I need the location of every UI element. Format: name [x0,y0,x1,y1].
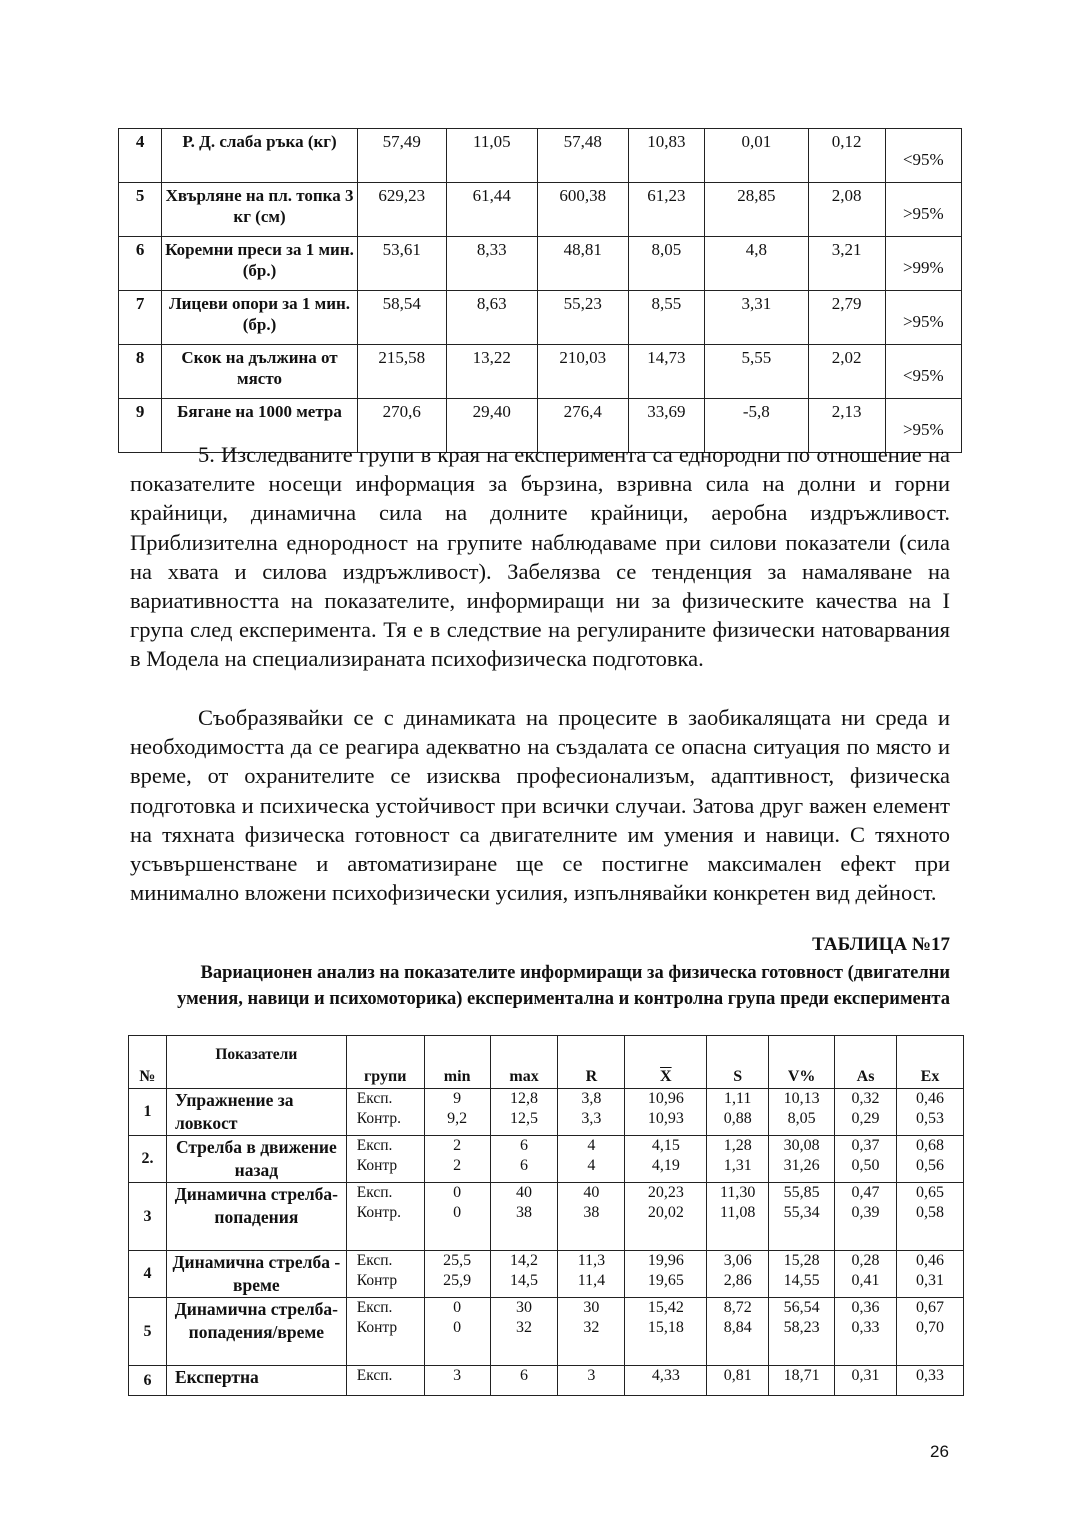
v-cell [769,1298,835,1366]
g-cell [346,1183,424,1251]
max-cell [490,1251,558,1298]
s-cell [707,1298,769,1366]
min-cell [424,1298,490,1366]
value-cell: 5,55 [705,345,809,399]
x-value: 19,65 [647,1272,684,1289]
min-value: 0 [453,1204,462,1221]
value-cell: 3,21 [808,237,885,291]
significance-cell: <95% [885,129,961,183]
value-cell: 14,73 [628,345,704,399]
v-value: 15,28 [783,1252,820,1269]
header-s: S [707,1036,769,1089]
header-ex: Ex [897,1036,964,1089]
r-value: 3 [587,1367,596,1384]
indicator-name: Хвърляне на пл. топка 3 кг (см) [162,183,357,237]
max-cell [490,1183,558,1251]
row-number: 5 [129,1298,167,1366]
value-cell: 57,49 [357,129,446,183]
r-cell [558,1251,625,1298]
r-value: 11,3 [577,1252,606,1269]
header-groups: групи [346,1036,424,1089]
table-row [129,1136,964,1183]
as-value: 0,47 [851,1184,880,1201]
v-value: 14,55 [783,1272,820,1289]
header-num: № [129,1036,167,1089]
indicator-name: Коремни преси за 1 мин. (бр.) [162,237,357,291]
s-value: 11,30 [720,1184,756,1201]
g-cell [346,1298,424,1366]
header-min: min [424,1036,490,1089]
x-cell [625,1298,707,1366]
g-value: Контр [356,1157,398,1174]
paragraph-conclusion-5: 5. Изследваните групи в края на експеримента са еднородни по отношение на показателите носещи информация за бързина, взривна сила на долни и горни крайници, динамична сила на долните крайници, аеробна издръжливост. Приблизителна еднородност на групите наблюдаваме при силови показатели (сила на хвата и силова издръжливост). Забелязва се тенденция за намаляване на вариативността на показателите, информиращи ни за физическите качества на I група след експеримента. Тя е в следствие на регулираните физически натоварвания в Модела на специализираната психофизическа подготовка. [130,442,950,672]
r-value: 4 [587,1157,596,1174]
value-cell: 33,69 [628,399,704,453]
header-mean: $\overline{X}$ [625,1036,707,1089]
value-cell: 57,48 [537,129,628,183]
s-cell [707,1136,769,1183]
r-value: 30 [583,1299,600,1316]
min-value: 2 [453,1137,462,1154]
x-cell [625,1366,707,1396]
v-value: 30,08 [783,1137,820,1154]
indicator-name: Експертна [166,1366,346,1396]
as-value: 0,28 [851,1252,880,1269]
v-cell [769,1251,835,1298]
r-value: 38 [583,1204,600,1221]
g-value: Експ. [356,1090,393,1107]
as-cell [835,1366,897,1396]
ex-value: 0,58 [916,1204,944,1221]
x-value: 20,23 [647,1184,684,1201]
as-cell [835,1251,897,1298]
min-cell [424,1183,490,1251]
g-value: Контр [356,1319,398,1336]
max-value: 12,8 [510,1090,539,1107]
ex-value: 0,46 [916,1252,944,1269]
value-cell: 270,6 [357,399,446,453]
r-value: 11,4 [577,1272,606,1289]
s-cell [707,1089,769,1136]
value-cell: 0,01 [705,129,809,183]
row-number: 3 [129,1183,167,1251]
min-cell [424,1251,490,1298]
max-value: 14,2 [510,1252,539,1269]
ex-cell [897,1136,964,1183]
table-row [119,345,962,399]
as-value: 0,32 [851,1090,880,1107]
as-value: 0,33 [851,1319,880,1336]
r-cell [558,1298,625,1366]
variation-analysis-table [128,1035,964,1396]
max-value: 30 [516,1299,533,1316]
g-cell [346,1366,424,1396]
paragraph-motor-skills: Съобразявайки се с динамиката на процесите в заобикалящата ни среда и необходимостта да се реагира адекватно на създалата се опасна ситуация по място и време, от охранителите се изисква професионализъм, адаптивност, физическа подготовка и психическа устойчивост при всички случаи. Затова друг важен елемент на тяхната физическа готовност са двигателните им умения и навици. С тяхното усъвършенстване и автоматизиране ще се постигне максимален ефект при минимално вложени психофизически усилия, изпълнявайки конкретен вид дейност. [130,705,950,906]
row-number: 2. [129,1136,167,1183]
significance-cell: >95% [885,183,961,237]
x-value: 4,15 [651,1137,680,1154]
value-cell: 215,58 [357,345,446,399]
ex-value: 0,53 [916,1110,944,1127]
max-cell [490,1366,558,1396]
v-cell [769,1366,835,1396]
g-value: Контр. [356,1204,401,1221]
s-cell [707,1183,769,1251]
x-value: 10,96 [647,1090,684,1107]
ex-value: 0,56 [916,1157,944,1174]
row-number: 6 [119,237,162,291]
value-cell: 2,02 [808,345,885,399]
g-cell [346,1136,424,1183]
g-value: Контр [356,1272,398,1289]
value-cell: 3,31 [705,291,809,345]
value-cell: 53,61 [357,237,446,291]
value-cell: 61,44 [446,183,537,237]
table-row [119,237,962,291]
v-cell [769,1089,835,1136]
v-cell [769,1183,835,1251]
table-row [119,291,962,345]
r-value: 3,3 [581,1110,602,1127]
value-cell: 8,55 [628,291,704,345]
ex-value: 0,33 [916,1367,944,1384]
min-value: 0 [453,1184,462,1201]
table-row [129,1183,964,1251]
table-caption: Вариационен анализ на показателите информиращи за физическа готовност (двигателни умения, навици и психомоторика) експериментална и контролна група преди експеримента [177,963,950,1009]
value-cell: 8,63 [446,291,537,345]
header-r: R [558,1036,625,1089]
value-cell: 13,22 [446,345,537,399]
max-value: 32 [516,1319,533,1336]
v-value: 8,05 [787,1110,816,1127]
row-number: 8 [119,345,162,399]
ex-value: 0,67 [916,1299,944,1316]
results-table-continuation [118,128,962,453]
indicator-name: Стрелба в движение назад [166,1136,346,1183]
v-value: 55,34 [783,1204,820,1221]
v-value: 31,26 [783,1157,820,1174]
s-value: 8,72 [723,1299,752,1316]
table-label: ТАБЛИЦА №17 [812,934,950,955]
max-value: 14,5 [510,1272,539,1289]
min-value: 25,5 [443,1252,472,1269]
value-cell: 10,83 [628,129,704,183]
s-value: 2,86 [723,1272,752,1289]
value-cell: 29,40 [446,399,537,453]
x-value: 20,02 [647,1204,684,1221]
value-cell: 210,03 [537,345,628,399]
value-cell: 48,81 [537,237,628,291]
min-value: 9 [453,1090,462,1107]
value-cell: -5,8 [705,399,809,453]
min-value: 3 [453,1367,462,1384]
r-cell [558,1183,625,1251]
s-value: 11,08 [720,1204,756,1221]
ex-value: 0,31 [916,1272,944,1289]
min-cell [424,1366,490,1396]
v-value: 56,54 [783,1299,820,1316]
r-value: 40 [583,1184,600,1201]
header-indicators: Показатели [166,1036,346,1089]
row-number: 6 [129,1366,167,1396]
page-number: 26 [930,1442,949,1461]
value-cell: 276,4 [537,399,628,453]
max-value: 6 [520,1367,529,1384]
ex-value: 0,46 [916,1090,944,1107]
table-row [119,183,962,237]
variation-table-body [129,1089,964,1396]
g-value: Експ. [356,1184,393,1201]
value-cell: 2,79 [808,291,885,345]
indicator-name: Р. Д. слаба ръка (кг) [162,129,357,183]
header-max: max [490,1036,558,1089]
as-value: 0,41 [851,1272,880,1289]
value-cell: 4,8 [705,237,809,291]
indicator-name: Упражнение за ловкост [166,1089,346,1136]
min-cell [424,1089,490,1136]
g-cell [346,1089,424,1136]
as-cell [835,1089,897,1136]
max-value: 6 [520,1137,529,1154]
v-value: 10,13 [783,1090,820,1107]
row-number: 1 [129,1089,167,1136]
s-value: 0,88 [723,1110,752,1127]
ex-value: 0,70 [916,1319,944,1336]
v-value: 58,23 [783,1319,820,1336]
ex-value: 0,65 [916,1184,944,1201]
r-cell [558,1136,625,1183]
row-number: 7 [119,291,162,345]
as-value: 0,50 [851,1157,880,1174]
value-cell: 629,23 [357,183,446,237]
x-value: 15,42 [647,1299,684,1316]
max-cell [490,1136,558,1183]
value-cell: 11,05 [446,129,537,183]
table-row [129,1251,964,1298]
significance-cell: >99% [885,237,961,291]
row-number: 4 [129,1251,167,1298]
v-value: 55,85 [783,1184,820,1201]
indicator-name: Динамична стрелба-попадения [166,1183,346,1251]
s-value: 1,28 [723,1137,752,1154]
v-value: 18,71 [783,1367,820,1384]
value-cell: 55,23 [537,291,628,345]
min-value: 9,2 [447,1110,468,1127]
r-cell [558,1089,625,1136]
g-value: Експ. [356,1367,393,1384]
as-value: 0,39 [851,1204,880,1221]
ex-cell [897,1251,964,1298]
value-cell: 2,08 [808,183,885,237]
s-value: 1,31 [723,1157,752,1174]
max-cell [490,1089,558,1136]
value-cell: 58,54 [357,291,446,345]
row-number: 4 [119,129,162,183]
x-value: 10,93 [647,1110,684,1127]
x-cell [625,1136,707,1183]
indicator-name: Динамична стрелба-попадения/време [166,1298,346,1366]
header-v: V% [769,1036,835,1089]
s-cell [707,1251,769,1298]
ex-cell [897,1089,964,1136]
min-value: 25,9 [443,1272,472,1289]
value-cell: 28,85 [705,183,809,237]
x-cell [625,1183,707,1251]
x-value: 15,18 [647,1319,684,1336]
r-value: 3,8 [581,1090,602,1107]
table-row [129,1089,964,1136]
value-cell: 61,23 [628,183,704,237]
value-cell: 0,12 [808,129,885,183]
x-value: 4,19 [651,1157,680,1174]
max-value: 12,5 [510,1110,539,1127]
significance-cell: >95% [885,291,961,345]
table-row [129,1298,964,1366]
value-cell: 600,38 [537,183,628,237]
ex-value: 0,68 [916,1137,944,1154]
g-value: Експ. [356,1137,393,1154]
indicator-name: Динамична стрелба - време [166,1251,346,1298]
ex-cell [897,1298,964,1366]
as-value: 0,29 [851,1110,880,1127]
header-as: As [835,1036,897,1089]
r-value: 4 [587,1137,596,1154]
max-cell [490,1298,558,1366]
value-cell: 8,05 [628,237,704,291]
s-value: 1,11 [724,1090,752,1107]
g-value: Експ. [356,1252,393,1269]
as-cell [835,1136,897,1183]
as-value: 0,36 [851,1299,880,1316]
s-cell [707,1366,769,1396]
table-row [119,129,962,183]
x-cell [625,1251,707,1298]
indicator-name: Лицеви опори за 1 мин. (бр.) [162,291,357,345]
s-value: 8,84 [723,1319,752,1336]
v-cell [769,1136,835,1183]
x-value: 19,96 [647,1252,684,1269]
indicator-name: Скок на дължина от място [162,345,357,399]
as-cell [835,1183,897,1251]
g-value: Експ. [356,1299,393,1316]
ex-cell [897,1183,964,1251]
value-cell: 2,13 [808,399,885,453]
ex-cell [897,1366,964,1396]
table-row [129,1366,964,1396]
results-table-body [119,129,962,453]
min-value: 0 [453,1299,462,1316]
s-value: 0,81 [723,1367,752,1384]
as-value: 0,31 [851,1367,880,1384]
x-cell [625,1089,707,1136]
indicator-name: Бягане на 1000 метра [162,399,357,453]
r-cell [558,1366,625,1396]
max-value: 6 [520,1157,529,1174]
x-value: 4,33 [651,1367,680,1384]
significance-cell: <95% [885,345,961,399]
g-value: Контр. [356,1110,401,1127]
row-number: 9 [119,399,162,453]
s-value: 3,06 [723,1252,752,1269]
as-value: 0,37 [851,1137,880,1154]
value-cell: 8,33 [446,237,537,291]
min-value: 0 [453,1319,462,1336]
max-value: 40 [516,1184,533,1201]
table-header-row [129,1036,964,1089]
row-number: 5 [119,183,162,237]
min-cell [424,1136,490,1183]
min-value: 2 [453,1157,462,1174]
max-value: 38 [516,1204,533,1221]
significance-cell: >95% [885,399,961,453]
g-cell [346,1251,424,1298]
as-cell [835,1298,897,1366]
r-value: 32 [583,1319,600,1336]
